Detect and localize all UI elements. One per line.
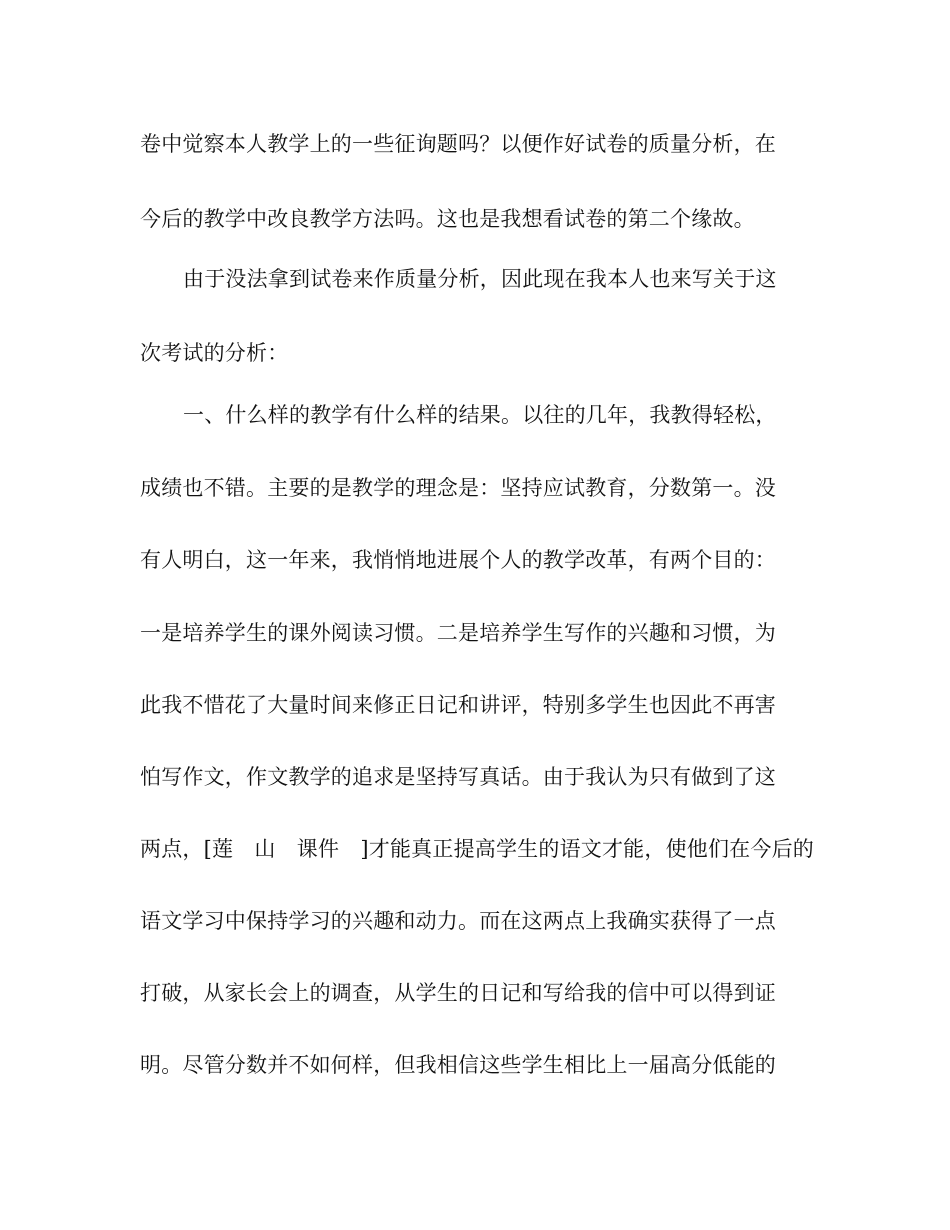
text-line: 一是培养学生的课外阅读习惯。二是培养学生写作的兴趣和习惯，为 — [140, 621, 776, 645]
paragraph-start-line: 一、什么样的教学有什么样的结果。以往的几年，我教得轻松， — [183, 403, 777, 427]
text-line: 今后的教学中改良教学方法吗。这也是我想看试卷的第二个缘故。 — [140, 207, 755, 231]
text-line: 两点，[莲 山 课件 ]才能真正提高学生的语文才能，使他们在今后的 — [140, 837, 814, 861]
text-line: 怕写作文，作文教学的追求是坚持写真话。由于我认为只有做到了这 — [140, 765, 776, 789]
text-line: 成绩也不错。主要的是教学的理念是：坚持应试教育，分数第一。没 — [140, 476, 776, 500]
text-line: 卷中觉察本人教学上的一些征询题吗？以便作好试卷的质量分析，在 — [140, 132, 776, 156]
text-line: 语文学习中保持学习的兴趣和动力。而在这两点上我确实获得了一点 — [140, 909, 776, 933]
text-line: 明。尽管分数并不如何样，但我相信这些学生相比上一届高分低能的 — [140, 1053, 776, 1077]
text-line: 次考试的分析： — [140, 341, 289, 365]
text-line: 此我不惜花了大量时间来修正日记和讲评，特别多学生也因此不再害 — [140, 693, 776, 717]
text-line: 打破，从家长会上的调查，从学生的日记和写给我的信中可以得到证 — [140, 981, 776, 1005]
paragraph-start-line: 由于没法拿到试卷来作质量分析，因此现在我本人也来写关于这 — [183, 267, 777, 291]
text-line: 有人明白，这一年来，我悄悄地进展个人的教学改革，有两个目的： — [140, 548, 776, 572]
